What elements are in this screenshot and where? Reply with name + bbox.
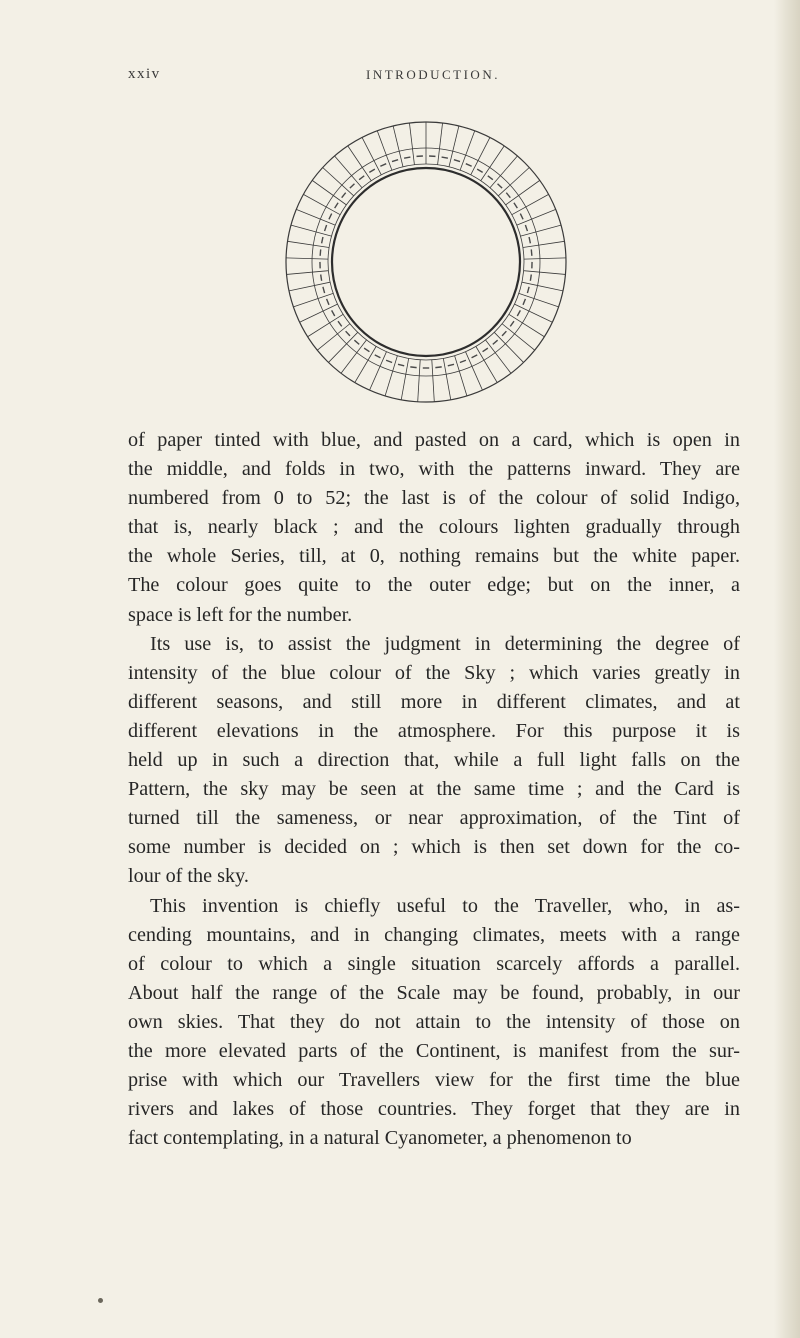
ring-number-mark [354,340,359,344]
ring-divider-line [355,346,376,382]
ring-number-mark [506,193,510,198]
text-line: lour of the sky. [128,865,249,888]
ring-number-mark [410,367,416,368]
text-line: The colour goes quite to the outer edge; but on the inner, a [128,574,740,597]
ring-number-mark [404,157,410,158]
ring-divider-line [328,332,357,362]
ring-number-mark [332,310,335,316]
ring-divider-line [466,352,483,390]
ring-divider-line [438,123,443,165]
ring-divider-line [300,304,338,322]
ring-number-mark [364,348,369,352]
paragraph [128,892,740,1154]
ring-number-edge [328,164,524,360]
ring-number-mark [488,176,493,180]
ring-number-mark [386,360,392,362]
ring-number-mark [338,321,342,326]
ring-number-mark [380,164,386,167]
text-line: intensity of the blue colour of the Sky ; which varies greatly in [128,661,740,684]
ring-number-mark [454,160,460,162]
ring-divider-line [288,241,330,247]
text-line: turned till the sameness, or near approximation, of the Tint of [128,807,740,830]
text-line: held up in such a direction that, while a full light falls on the [128,749,740,772]
text-line: cending mountains, and in changing climates, meets with a range [128,923,740,946]
ring-inner-hole [332,168,520,356]
ring-number-mark [517,310,520,316]
ring-divider-line [370,352,387,390]
ring-number-mark [510,321,514,326]
running-title: INTRODUCTION. [366,67,500,82]
text-line: some number is decided on ; which is then set down for the co- [128,836,740,859]
text-line: the middle, and folds in two, with the patterns inward. They are [128,458,740,481]
ring-pattern-edge [312,148,540,376]
ring-number-mark [392,160,398,162]
text-line: numbered from 0 to 52; the last is of the colour of solid Indigo, [128,487,740,510]
ring-divider-line [471,137,490,174]
ring-number-mark [527,287,529,293]
text-line: Its use is, to assist the judgment in determining the degree of [150,632,740,655]
ring-number-mark [322,237,323,243]
ring-divider-line [432,360,434,402]
paragraph [128,426,740,630]
ring-divider-line [418,360,420,402]
ring-number-mark [335,203,338,208]
text-line: of colour to which a single situation scarcely affords a parallel. [128,952,740,975]
ring-divider-line [512,194,549,214]
cyanometer-ring [286,122,566,402]
ring-number-mark [472,355,478,358]
ring-number-mark [514,203,517,208]
ring-number-mark [359,176,364,180]
text-line: rivers and lakes of those countries. They forget that they are in [128,1098,740,1121]
text-line: that is, nearly black ; and the colours lighten gradually through [128,516,740,539]
ring-number-mark [498,184,503,188]
ring-divider-line [286,258,328,259]
ring-number-mark [342,193,346,198]
ring-number-mark [346,331,350,336]
text-line: prise with which our Travellers view for the first time the blue [128,1069,740,1092]
text-line: fact contemplating, in a natural Cyanometer, a phenomenon to [128,1127,632,1150]
text-line: own skies. That they do not attain to the intensity of those on [128,1010,740,1033]
ring-number-mark [442,157,448,158]
ring-number-mark [350,184,355,188]
ink-speck [98,1298,103,1303]
ring-number-mark [327,299,329,305]
paragraph [128,630,740,892]
ring-number-mark [483,348,488,352]
ring-number-mark [435,367,441,368]
ring-divider-line [409,123,414,165]
ring-number-mark [448,364,454,366]
ring-number-mark [321,274,322,280]
text-line: different elevations in the atmosphere. For this purpose it is [128,719,740,742]
page-number: xxiv [128,66,161,82]
cyanometer-figure [282,118,570,406]
ring-number-mark [523,299,525,305]
ring-number-mark [323,287,325,293]
ring-number-mark [369,169,375,172]
ring-number-mark [320,249,321,255]
text-line: This invention is chiefly useful to the Traveller, who, in as- [150,894,740,917]
ring-divider-line [524,258,566,259]
text-line: the whole Series, till, at 0, nothing remains but the white paper. [128,545,740,568]
text-line: different seasons, and still more in different climates, and at [128,690,740,713]
ring-number-mark [493,340,498,344]
ring-number-mark [375,355,381,358]
ring-divider-line [476,346,497,382]
text-line: About half the range of the Scale may be found, probably, in our [128,981,740,1004]
body-text [128,426,740,1153]
ring-divider-line [287,271,329,275]
ring-divider-line [494,332,523,362]
ring-divider-line [524,271,566,275]
ring-number-mark [460,360,466,362]
ring-number-mark [531,249,532,255]
ring-number-mark [520,214,523,220]
ring-number-mark [466,164,472,167]
ring-number-mark [530,274,531,280]
ring-number-mark [502,331,506,336]
ring-number-mark [398,364,404,366]
text-line: of paper tinted with blue, and pasted on a card, which is open in [128,429,740,451]
text-line: Pattern, the sky may be seen at the same time ; and the Card is [128,778,740,801]
ring-divider-line [523,241,565,247]
text-line: the more elevated parts of the Continent, is manifest from the sur- [128,1039,740,1062]
running-header [128,66,718,88]
ring-number-mark [329,214,332,220]
ring-divider-line [514,304,552,322]
text-line: space is left for the number. [128,603,353,626]
ring-divider-line [362,137,381,174]
ring-number-mark [325,225,327,231]
ring-divider-line [303,194,340,214]
ring-number-mark [529,237,530,243]
page-edge-shadow [774,0,800,1338]
ring-number-mark [525,225,527,231]
ring-number-mark [477,169,483,172]
